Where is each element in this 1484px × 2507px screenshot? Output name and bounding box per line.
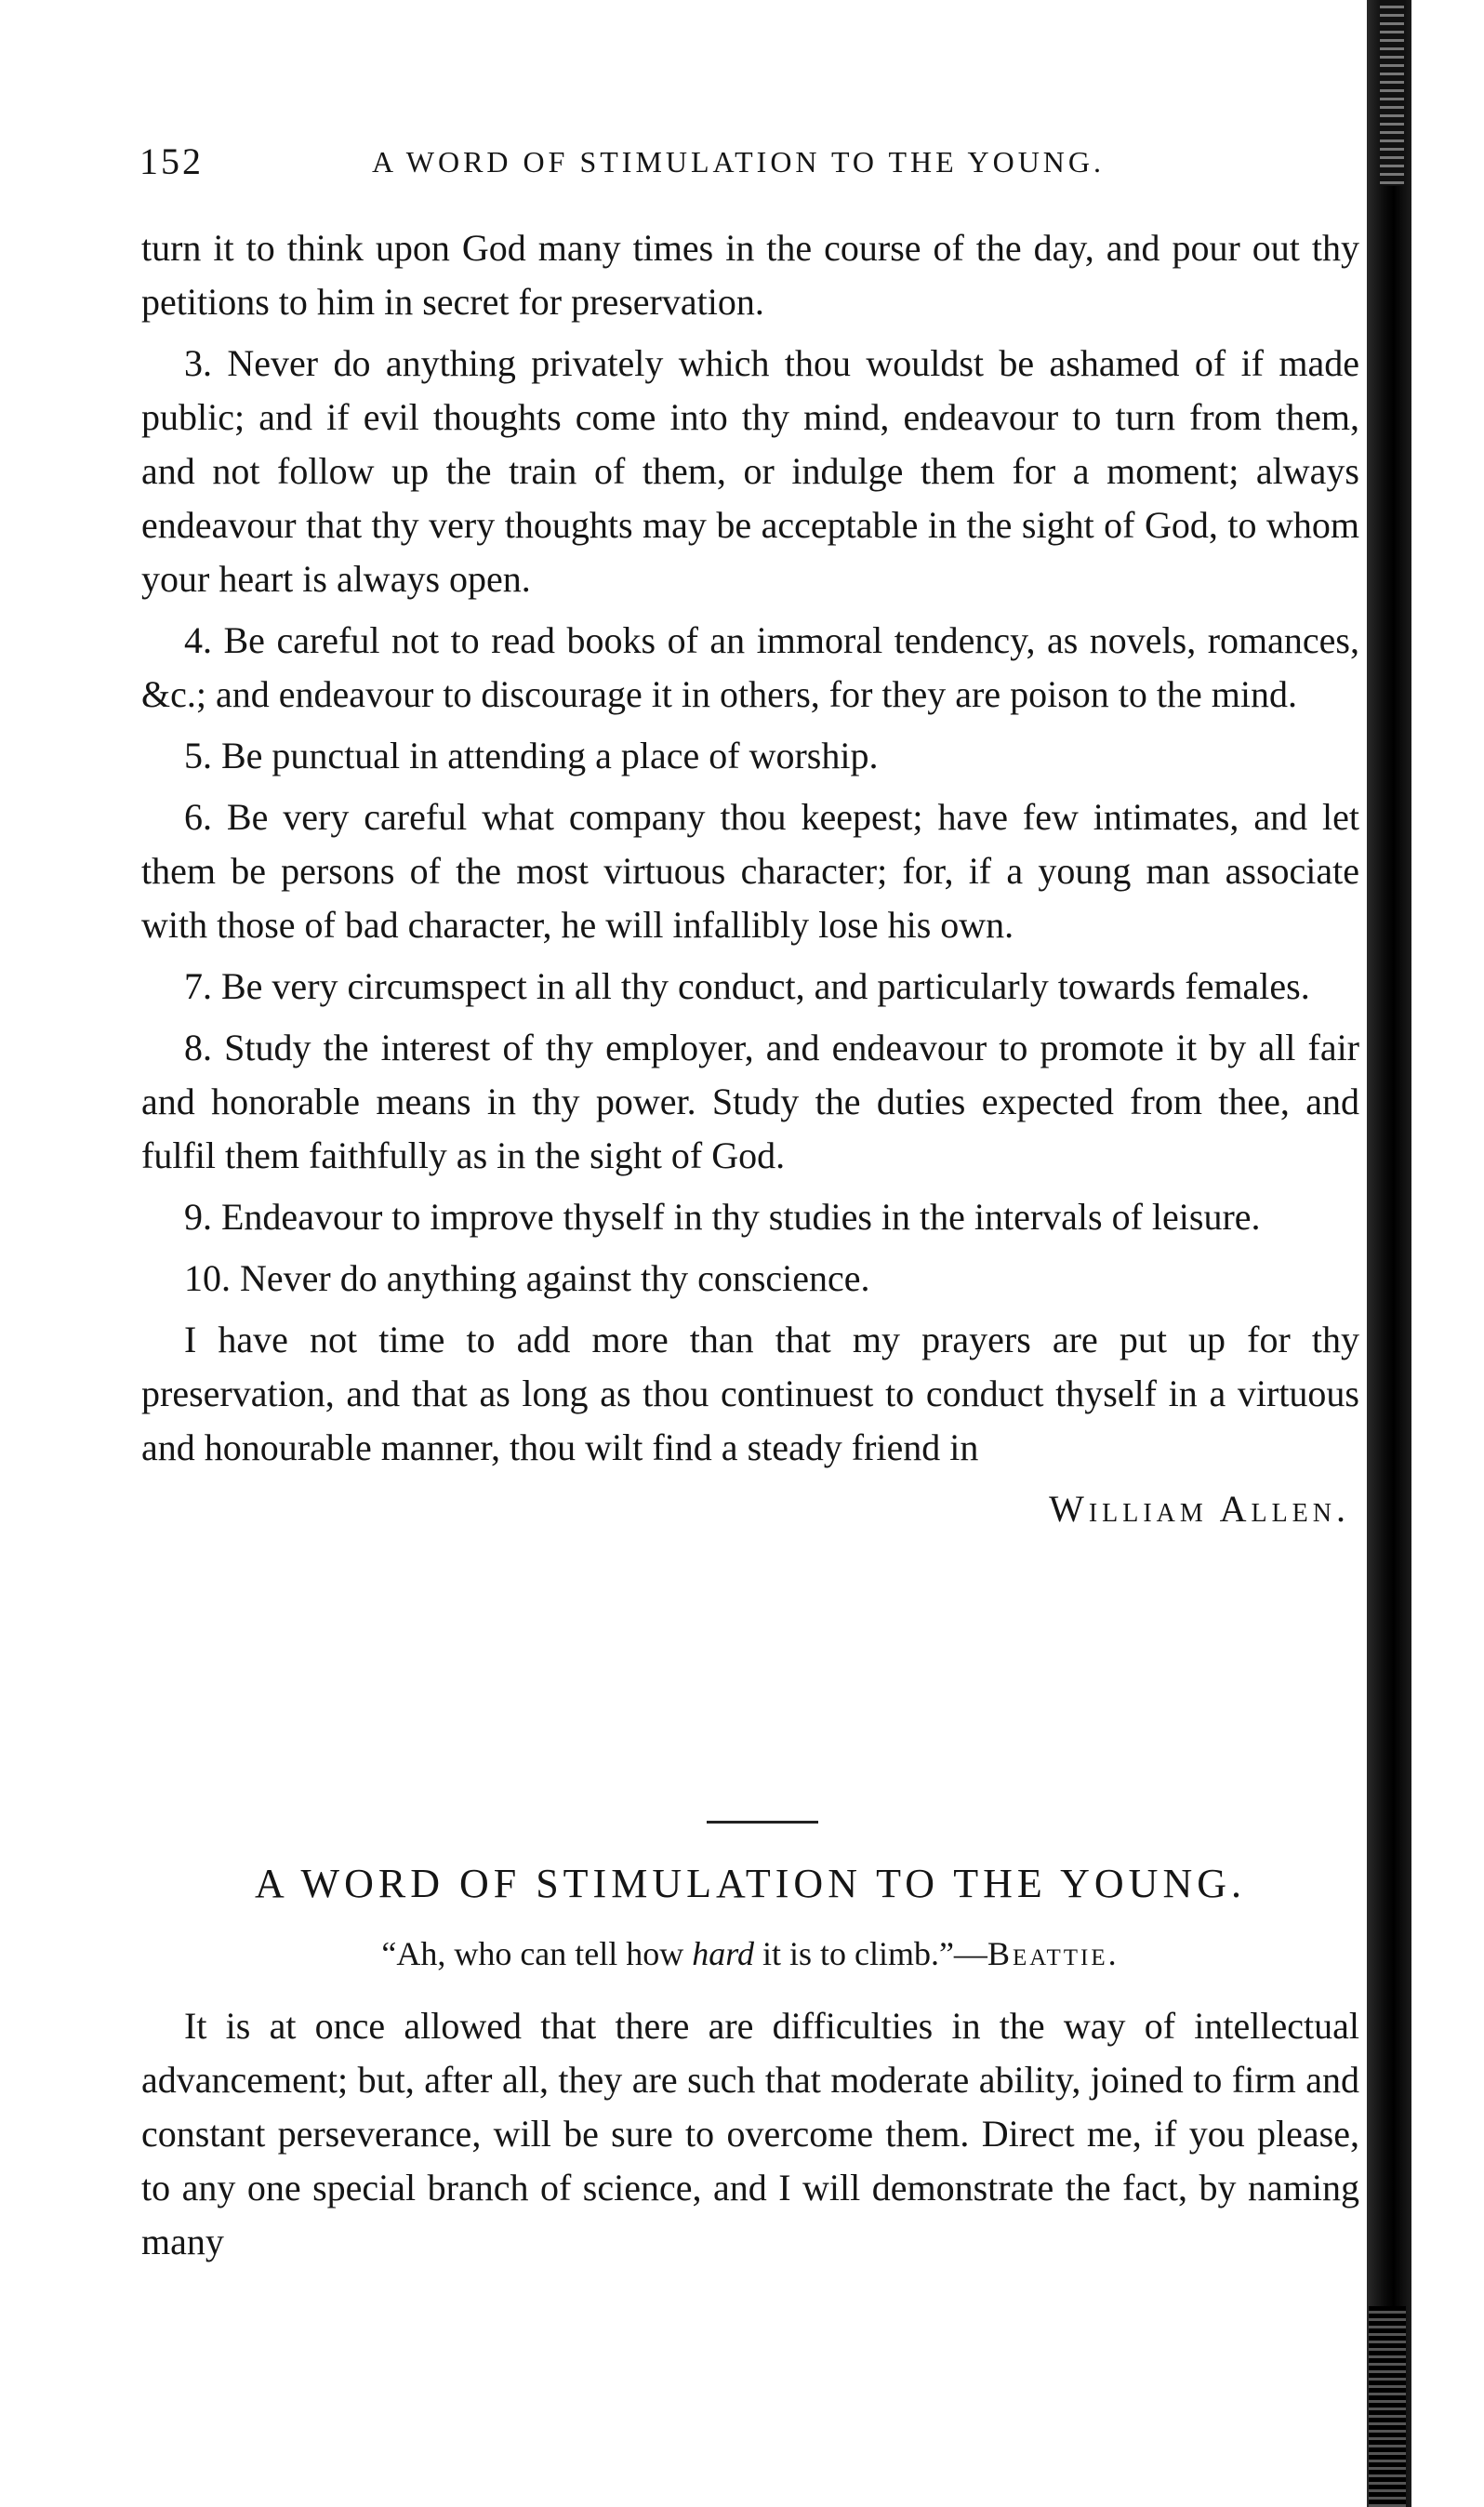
rule-8: 8. Study the interest of thy employer, and endeavour to promote it by all fair and honorable means in thy power. Study the duties expected from thee, and fulfil them faithfully as in the sight of God. — [141, 1027, 1359, 1176]
rule-4: 4. Be careful not to read books of an immoral tendency, as novels, romances, &c.; and endeavour to discourage it in others, for they are poison to the mind. — [141, 619, 1359, 715]
rule-3: 3. Never do anything privately which thou wouldst be ashamed of if made public; and if evil thoughts come into thy mind, endeavour to turn from them, and not follow up the train of them, or indulge them for a moment; always endeavour that thy very thoughts may be acceptable in the sight of God, to whom your heart is always open. — [141, 342, 1359, 600]
section-divider — [707, 1821, 818, 1824]
running-title: A WORD OF STIMULATION TO THE YOUNG. — [372, 145, 1106, 179]
article-body — [141, 1999, 1359, 2269]
letter-paragraph: turn it to think upon God many times in the course of the day, and pour out thy petitions to him in secret for preservation. — [141, 227, 1359, 323]
epigraph-text: “Ah, who can tell how — [381, 1935, 693, 1972]
page-number: 152 — [139, 140, 204, 182]
article-title: A WORD OF STIMULATION TO THE YOUNG. — [254, 1861, 1247, 1906]
signature: William Allen. — [1049, 1488, 1350, 1530]
article-paragraph: It is at once allowed that there are difficulties in the way of intellectual advancement; but, after all, they are such that moderate ability, joined to firm and constant perseverance, will be sure to overcome them. Direct me, if you please, to any one special branch of science, and I will demonstrate the fact, by naming many — [141, 2005, 1359, 2262]
rule-7: 7. Be very circumspect in all thy conduct, and particularly towards females. — [184, 965, 1310, 1007]
rule-10: 10. Never do anything against thy conscience. — [184, 1257, 870, 1299]
epigraph-emphasis: hard — [692, 1935, 754, 1972]
rule-9: 9. Endeavour to improve thyself in thy studies in the intervals of leisure. — [184, 1196, 1261, 1238]
gutter-shadow-top — [1380, 0, 1404, 186]
page-gutter — [1367, 0, 1411, 2507]
epigraph — [141, 1934, 1359, 1973]
rule-5: 5. Be punctual in attending a place of worship. — [184, 735, 879, 776]
gutter-shadow-bottom — [1369, 2306, 1406, 2507]
rule-6: 6. Be very careful what company thou keepest; have few intimates, and let them be persons of the most virtuous character; for, if a young man associate with those of bad character, he will infallibly lose his own. — [141, 796, 1359, 946]
epigraph-text-end: it is to climb.”— — [753, 1935, 987, 1972]
closing-paragraph: I have not time to add more than that my prayers are put up for thy preservation, and that as long as thou continuest to conduct thyself in a virtuous and honourable manner, thou wilt find a steady friend in — [141, 1319, 1359, 1468]
epigraph-author: Beattie. — [987, 1935, 1120, 1972]
letter-body — [141, 221, 1359, 1536]
